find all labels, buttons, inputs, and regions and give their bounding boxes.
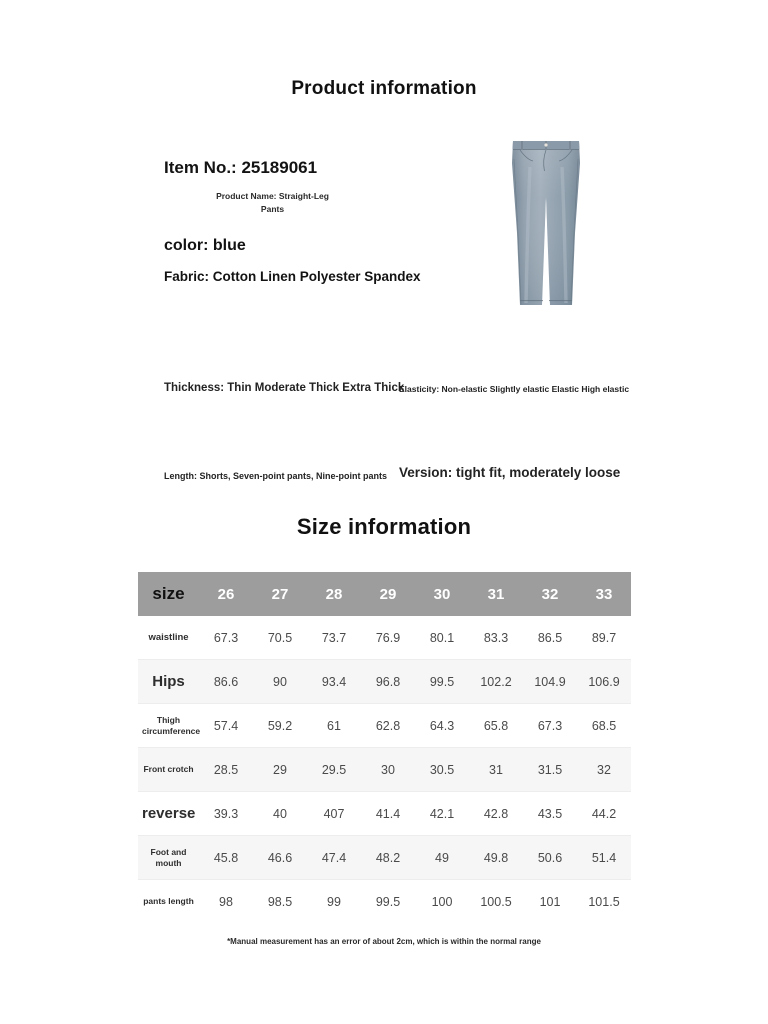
row-label: Front crotch [138, 748, 199, 792]
attribute-length: Length: Shorts, Seven-point pants, Nine-point pants [164, 471, 387, 481]
measurement-cell: 30 [361, 748, 415, 792]
measurement-cell: 30.5 [415, 748, 469, 792]
measurement-cell: 98.5 [267, 894, 293, 909]
measurement-cell: 29.5 [307, 748, 361, 792]
measurement-cell: 43.5 [523, 792, 577, 836]
belt-loop-right [569, 141, 571, 150]
measurement-cell: 99 [327, 894, 341, 909]
row-label: Hips [138, 660, 199, 704]
measurement-cell: 101 [539, 894, 561, 909]
measurement-cell: 31 [469, 748, 523, 792]
measurement-cell: 39.3 [199, 792, 253, 836]
measurement-cell: 80.1 [415, 616, 469, 660]
product-color: color: blue [164, 237, 246, 255]
measurement-cell: 89.7 [577, 616, 631, 660]
measurement-cell: 102.2 [469, 660, 523, 704]
measurement-cell: 49.8 [469, 836, 523, 880]
size-header-30: 30 [433, 585, 451, 603]
size-header-27: 27 [271, 585, 289, 603]
measurement-cell: 106.9 [577, 660, 631, 704]
measurement-cell: 64.3 [415, 704, 469, 748]
attribute-grid [164, 380, 630, 481]
measurement-cell: 61 [307, 704, 361, 748]
measurement-cell: 42.1 [415, 792, 469, 836]
item-number: Item No.: 25189061 [164, 158, 318, 177]
size-table-header-row [138, 572, 631, 616]
table-row [138, 836, 631, 880]
jeans-illustration [496, 137, 596, 309]
measurement-cell: 49 [415, 836, 469, 880]
measurement-cell: 100.5 [480, 894, 512, 909]
table-row [138, 616, 631, 660]
measurement-cell: 70.5 [253, 616, 307, 660]
row-label: pants length [143, 896, 194, 907]
measurement-cell: 407 [307, 792, 361, 836]
measurement-cell: 98 [219, 894, 233, 909]
product-information-title: Product information [291, 78, 477, 99]
product-name-line-1: Product Name: Straight-Leg [216, 191, 329, 202]
row-label: Thigh circumference [138, 704, 199, 748]
measurement-cell: 73.7 [307, 616, 361, 660]
size-information-title: Size information [296, 514, 472, 539]
measurement-cell: 28.5 [199, 748, 253, 792]
measurement-cell: 41.4 [361, 792, 415, 836]
attribute-thickness: Thickness: Thin Moderate Thick Extra Thick [164, 382, 405, 394]
waist-button [544, 143, 547, 146]
measurement-cell: 40 [253, 792, 307, 836]
table-row [138, 880, 631, 924]
size-chart-table [138, 572, 631, 923]
row-label: reverse [138, 792, 199, 836]
attribute-row-top [164, 380, 630, 425]
table-row [138, 792, 631, 836]
size-header-29: 29 [379, 585, 397, 603]
measurement-cell: 57.4 [199, 704, 253, 748]
measurement-cell: 76.9 [361, 616, 415, 660]
measurement-cell: 42.8 [469, 792, 523, 836]
measurement-cell: 62.8 [361, 704, 415, 748]
measurement-cell: 65.8 [469, 704, 523, 748]
row-label: Foot and mouth [138, 836, 199, 880]
measurement-cell: 46.6 [253, 836, 307, 880]
measurement-cell: 90 [253, 660, 307, 704]
product-info-block [164, 158, 464, 284]
attribute-row-bottom [164, 425, 621, 481]
measurement-cell: 50.6 [523, 836, 577, 880]
measurement-cell: 96.8 [361, 660, 415, 704]
measurement-cell: 68.5 [577, 704, 631, 748]
size-header-26: 26 [217, 585, 235, 603]
measurement-cell: 104.9 [523, 660, 577, 704]
size-header-28: 28 [325, 585, 343, 603]
measurement-cell: 51.4 [577, 836, 631, 880]
product-name [164, 190, 381, 215]
size-header-33: 33 [595, 585, 613, 603]
attribute-version: Version: tight fit, moderately loose [399, 465, 621, 480]
size-header-32: 32 [541, 585, 559, 603]
product-name-line-2: Pants [260, 203, 285, 214]
measurement-cell: 31.5 [523, 748, 577, 792]
measurement-cell: 86.5 [523, 616, 577, 660]
size-header-31: 31 [487, 585, 505, 603]
size-header-label: size [152, 584, 185, 603]
measurement-cell: 47.4 [307, 836, 361, 880]
measurement-cell: 101.5 [588, 894, 620, 909]
size-table-body [138, 616, 631, 923]
measurement-cell: 99.5 [415, 660, 469, 704]
measurement-cell: 99.5 [375, 894, 401, 909]
measurement-footnote: *Manual measurement has an error of about 2cm, which is within the normal range [227, 937, 541, 946]
product-photo [496, 137, 596, 309]
size-table-head [138, 572, 631, 616]
table-row [138, 704, 631, 748]
measurement-cell: 100 [431, 894, 453, 909]
measurement-cell: 67.3 [523, 704, 577, 748]
table-row [138, 748, 631, 792]
measurement-cell: 59.2 [253, 704, 307, 748]
measurement-cell: 86.6 [199, 660, 253, 704]
row-label: waistline [138, 616, 199, 660]
measurement-cell: 44.2 [577, 792, 631, 836]
measurement-cell: 67.3 [199, 616, 253, 660]
measurement-cell: 93.4 [307, 660, 361, 704]
belt-loop-left [521, 141, 523, 150]
attribute-elasticity: Elasticity: Non-elastic Slightly elastic Elastic High elastic [399, 384, 630, 394]
hem-left [520, 300, 543, 301]
measurement-cell: 29 [253, 748, 307, 792]
measurement-cell: 83.3 [469, 616, 523, 660]
product-fabric: Fabric: Cotton Linen Polyester Spandex [164, 269, 421, 285]
measurement-cell: 48.2 [361, 836, 415, 880]
measurement-cell: 32 [577, 748, 631, 792]
measurement-cell: 45.8 [199, 836, 253, 880]
hem-right [549, 300, 572, 301]
table-row [138, 660, 631, 704]
